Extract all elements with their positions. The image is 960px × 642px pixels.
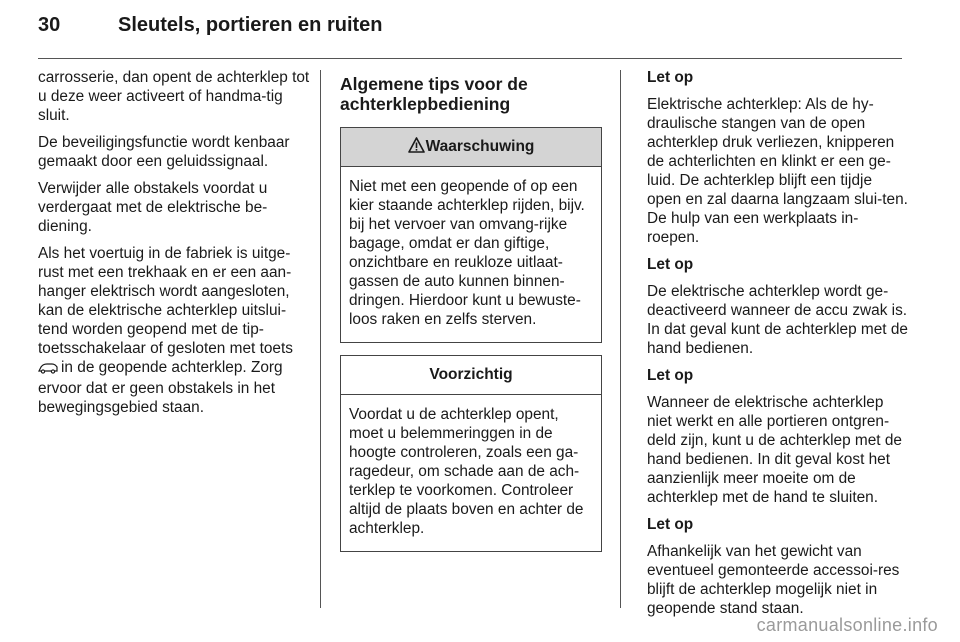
column-divider-2 xyxy=(620,70,621,608)
page-number: 30 xyxy=(38,14,61,36)
caution-title: Voorzichtig xyxy=(341,356,601,395)
column-right xyxy=(647,68,909,626)
note-label: Let op xyxy=(647,69,694,86)
note-text: Afhankelijk van het gewicht van eventueel gemonteerde accessoi-res blijft de achterklep mogelijk niet in geopende stand staan. xyxy=(647,543,900,617)
paragraph: Verwijder alle obstakels voordat u verdergaat met de elektrische be-diening. xyxy=(38,180,268,235)
column-divider-1 xyxy=(320,70,321,608)
page-title: Sleutels, portieren en ruiten xyxy=(118,14,383,36)
paragraph-trailer-hitch xyxy=(38,244,310,417)
note-text: Elektrische achterklep: Als de hy-draulische stangen van de open achterklep druk verliezen, knipperen de achterlichten en klinkt er een ge-luid. De achterklep blijft een tijdje open en zal daarna langzaam slui-ten. De hulp van een werkplaats in-roepen. xyxy=(647,96,908,246)
note-text: Wanneer de elektrische achterklep niet werkt en alle portieren ontgren-deld zijn, kunt u de achterklep met de hand bedienen. In dit geval kost het aanzienlijk meer moeite om de achterklep met de hand te sluiten. xyxy=(647,394,902,506)
paragraph-part: in de geopende achterklep. Zorg ervoor dat er geen obstakels in het bewegingsgebied staan. xyxy=(38,359,283,416)
watermark-link[interactable]: carmanualsonline.info xyxy=(756,615,938,635)
column-middle xyxy=(340,68,602,564)
warning-title: Waarschuwing xyxy=(425,138,535,155)
paragraph: carrosserie, dan opent de achterklep tot u deze weer activeert of handma-tig sluit. xyxy=(38,69,310,124)
header-divider xyxy=(38,58,902,59)
section-heading: Algemene tips voor de achterklepbediening xyxy=(340,74,528,114)
warning-text: Niet met een geopende of op een kier staande achterklep rijden, bijv. bij het vervoer van omvang-rijke bagage, omdat er dan giftige, onzichtbare en reukloze uitlaat-gassen de auto kunnen binnen-dringen. Hierdoor kunt u bewuste-loos raken en zelfs sterven. xyxy=(349,178,585,328)
warning-triangle-icon xyxy=(408,130,425,168)
note-label: Let op xyxy=(647,367,694,384)
page-header xyxy=(38,14,922,48)
note-label: Let op xyxy=(647,256,694,273)
car-tailgate-icon xyxy=(38,360,58,379)
caution-box xyxy=(340,355,602,552)
warning-box-header xyxy=(341,128,601,167)
note-text: De elektrische achterklep wordt ge-deactiveerd wanneer de accu zwak is. In dat geval kunt de achterklep met de hand bedienen. xyxy=(647,283,908,357)
caution-text: Voordat u de achterklep opent, moet u belemmeringgen in de hoogte controleren, zoals een ga-ragedeur, om schade aan de ach-terklep te voorkomen. Controleer altijd de plaats boven en achter de achterklep. xyxy=(349,406,584,537)
paragraph-part: Als het voertuig in de fabriek is uitge-rust met een trekhaak en er een aan-hanger elektrisch wordt aangesloten, kan de elektrische achterklep uitslui-tend worden geopend met de tip-toetsschakelaar of gesloten met toets xyxy=(38,245,293,357)
note-label: Let op xyxy=(647,516,694,533)
column-left xyxy=(38,68,310,425)
warning-box xyxy=(340,127,602,343)
paragraph: De beveiligingsfunctie wordt kenbaar gemaakt door een geluidssignaal. xyxy=(38,134,290,170)
